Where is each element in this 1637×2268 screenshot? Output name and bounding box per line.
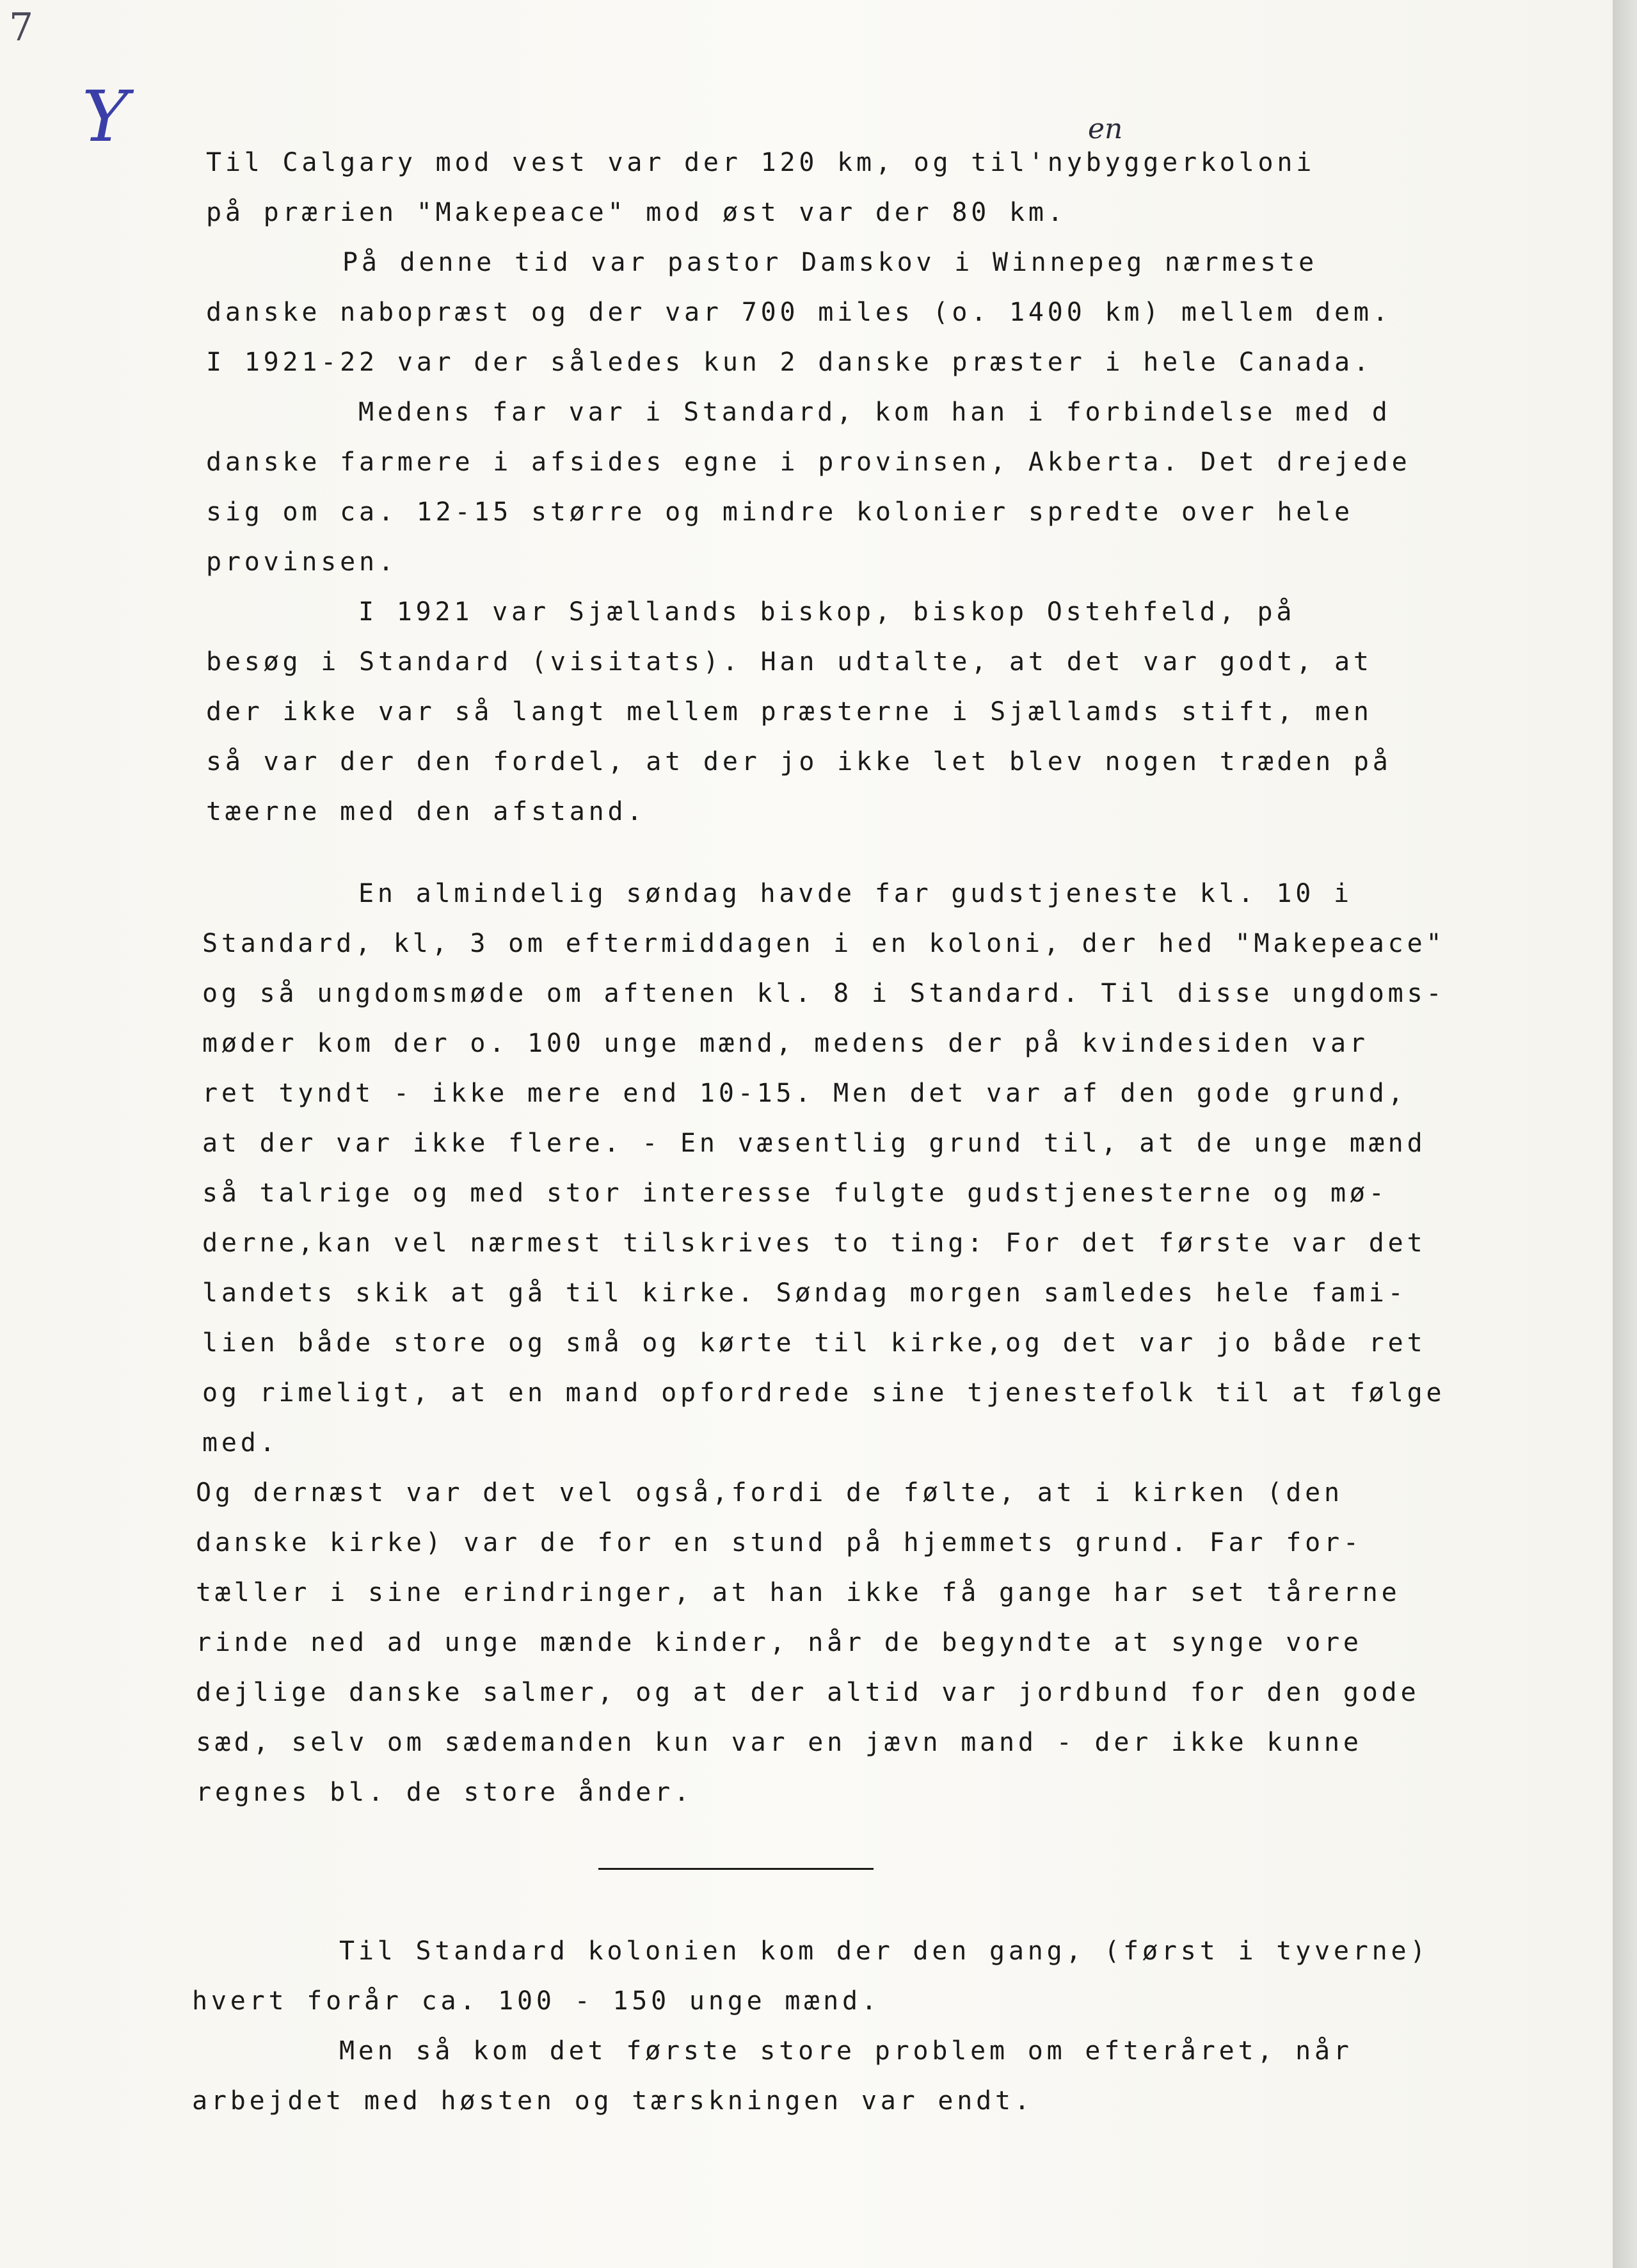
text-line: Standard, kl, 3 om eftermiddagen i en koloni, der hed "Makepeace" <box>202 929 1446 958</box>
text-line: Og dernæst var det vel også,fordi de følte, at i kirken (den <box>196 1478 1343 1508</box>
text-line: provinsen. <box>206 547 397 577</box>
text-line: arbejdet med høsten og tærskningen var endt. <box>192 2086 1034 2116</box>
text-line: tæller i sine erindringer, at han ikke få gange har set tårerne <box>196 1578 1401 1607</box>
text-line: dejlige danske salmer, og at der altid var jordbund for den gode <box>196 1678 1420 1707</box>
text-line: Til Calgary mod vest var der 120 km, og til'nybyggerkoloni <box>206 148 1316 177</box>
text-line: hvert forår ca. 100 - 150 unge mænd. <box>192 1986 881 2016</box>
text-line: på prærien "Makepeace" mod øst var der 80 km. <box>206 198 1067 227</box>
text-line: derne,kan vel nærmest tilskrives to ting: For det første var det <box>202 1228 1426 1258</box>
text-line: sig om ca. 12-15 større og mindre kolonier spredte over hele <box>206 497 1354 527</box>
text-line: og rimeligt, at en mand opfordrede sine tjenestefolk til at følge <box>202 1378 1446 1408</box>
handwritten-letter-mark: Y <box>82 76 129 157</box>
text-line: besøg i Standard (visitats). Han udtalte, at det var godt, at <box>206 647 1373 677</box>
text-line: regnes bl. de store ånder. <box>196 1778 693 1807</box>
text-line: at der var ikke flere. - En væsentlig grund til, at de unge mænd <box>202 1129 1426 1158</box>
text-line: På denne tid var pastor Damskov i Winnepeg nærmeste <box>342 248 1318 277</box>
text-line: møder kom der o. 100 unge mænd, medens der på kvindesiden var <box>202 1029 1369 1058</box>
text-line: En almindelig søndag havde far gudstjeneste kl. 10 i <box>358 879 1353 908</box>
text-line: så talrige og med stor interesse fulgte gudstjenesterne og mø- <box>202 1178 1388 1208</box>
handwritten-insertion: en <box>1088 113 1123 145</box>
section-divider <box>598 1868 874 1870</box>
text-line: I 1921-22 var der således kun 2 danske præster i hele Canada. <box>206 348 1373 377</box>
text-line: der ikke var så langt mellem præsterne i Sjællamds stift, men <box>206 697 1373 727</box>
text-line: tæerne med den afstand. <box>206 797 646 826</box>
text-line: og så ungdomsmøde om aftenen kl. 8 i Standard. Til disse ungdoms- <box>202 979 1446 1008</box>
text-line: med. <box>202 1428 279 1458</box>
text-line: lien både store og små og kørte til kirke,og det var jo både ret <box>202 1328 1426 1358</box>
text-line: Men så kom det første store problem om efteråret, når <box>339 2036 1353 2066</box>
page-number-mark: 7 <box>9 5 34 50</box>
text-line: danske nabopræst og der var 700 miles (o. 1400 km) mellem dem. <box>206 298 1392 327</box>
text-line: Til Standard kolonien kom der den gang, (først i tyverne) <box>339 1936 1430 1966</box>
text-line: rinde ned ad unge mænde kinder, når de begyndte at synge vore <box>196 1628 1362 1657</box>
text-line: danske farmere i afsides egne i provinsen, Akberta. Det drejede <box>206 447 1411 477</box>
text-line: ret tyndt - ikke mere end 10-15. Men det var af den gode grund, <box>202 1079 1407 1108</box>
text-line: danske kirke) var de for en stund på hjemmets grund. Far for- <box>196 1528 1362 1557</box>
text-line: Medens far var i Standard, kom han i forbindelse med d <box>358 398 1391 427</box>
scan-edge <box>1613 0 1637 2268</box>
text-line: så var der den fordel, at der jo ikke let blev nogen træden på <box>206 747 1392 776</box>
text-line: landets skik at gå til kirke. Søndag morgen samledes hele fami- <box>202 1278 1407 1308</box>
text-line: sæd, selv om sædemanden kun var en jævn mand - der ikke kunne <box>196 1728 1362 1757</box>
text-line: I 1921 var Sjællands biskop, biskop Ostehfeld, på <box>358 597 1296 627</box>
